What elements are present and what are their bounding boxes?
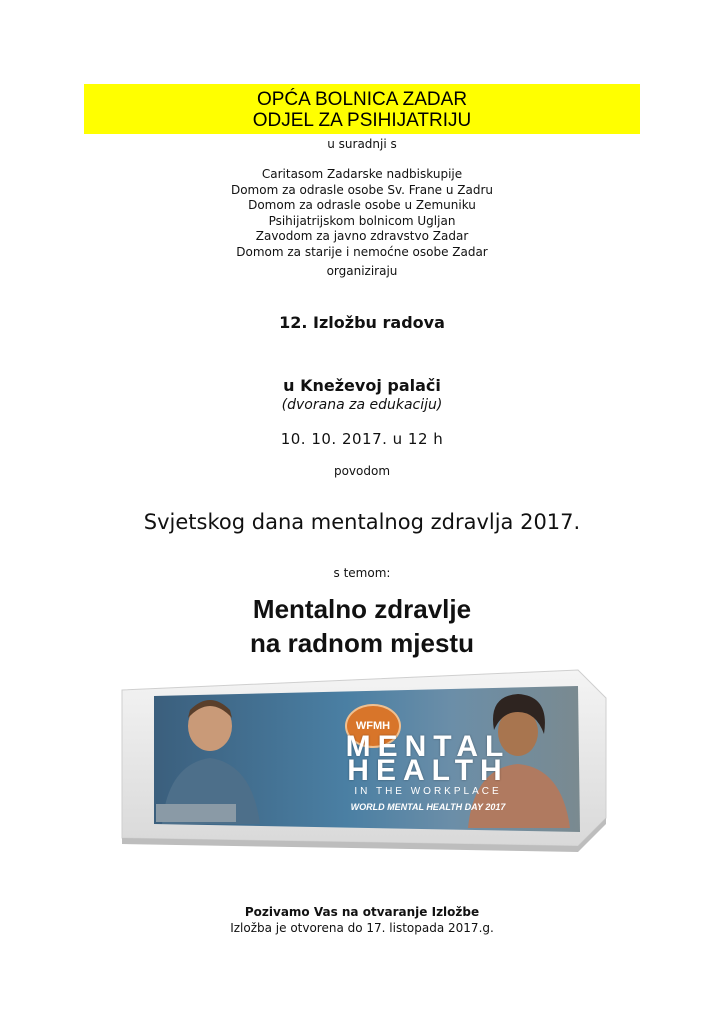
venue-detail: (dvorana za edukaciju) xyxy=(281,397,443,413)
invitation-text: Pozivamo Vas na otvaranje Izložbe xyxy=(244,905,480,919)
occasion-title: Svjetskog dana mentalnog zdravlja 2017. xyxy=(143,510,581,534)
book-cover-image xyxy=(118,668,608,858)
partner-item: Domom za starije i nemoćne osobe Zadar xyxy=(236,244,488,259)
organize-text: organiziraju xyxy=(326,264,398,278)
partner-item: Zavodom za javno zdravstvo Zadar xyxy=(255,229,469,243)
book-cover-illustration xyxy=(118,668,608,858)
partner-item: Domom za odrasle osobe u Zemuniku xyxy=(248,198,476,212)
partner-item: Domom za odrasle osobe Sv. Frane u Zadru xyxy=(230,182,494,197)
hospital-name: OPĆA BOLNICA ZADAR xyxy=(256,89,468,110)
cover-title-1: MENTAL xyxy=(345,730,511,763)
wfmh-logo: WFMH xyxy=(345,704,401,748)
cover-event: WORLD MENTAL HEALTH DAY 2017 xyxy=(350,802,506,812)
intro-text: u suradnji s xyxy=(327,137,397,151)
cover-subtitle: IN THE WORKPLACE xyxy=(354,786,502,797)
theme-line-1: Mentalno zdravlje xyxy=(252,594,472,624)
partner-item: Psihijatrijskom bolnicom Ugljan xyxy=(268,213,456,228)
venue: u Kneževoj palači xyxy=(283,376,441,395)
partner-list xyxy=(0,166,724,259)
header-banner xyxy=(84,84,640,134)
theme-intro: s temom: xyxy=(333,566,391,580)
theme-line-2: na radnom mjestu xyxy=(250,628,474,658)
occasion-intro: povodom xyxy=(333,464,391,478)
exhibition-title: 12. Izložbu radova xyxy=(279,313,445,332)
department-name: ODJEL ZA PSIHIJATRIJU xyxy=(252,110,472,131)
event-datetime: 10. 10. 2017. u 12 h xyxy=(280,430,444,448)
exhibition-open-until: Izložba je otvorena do 17. listopada 2017.g. xyxy=(230,921,494,935)
partner-item: Caritasom Zadarske nadbiskupije xyxy=(261,167,463,181)
cover-title-2: HEALTH xyxy=(347,754,509,787)
